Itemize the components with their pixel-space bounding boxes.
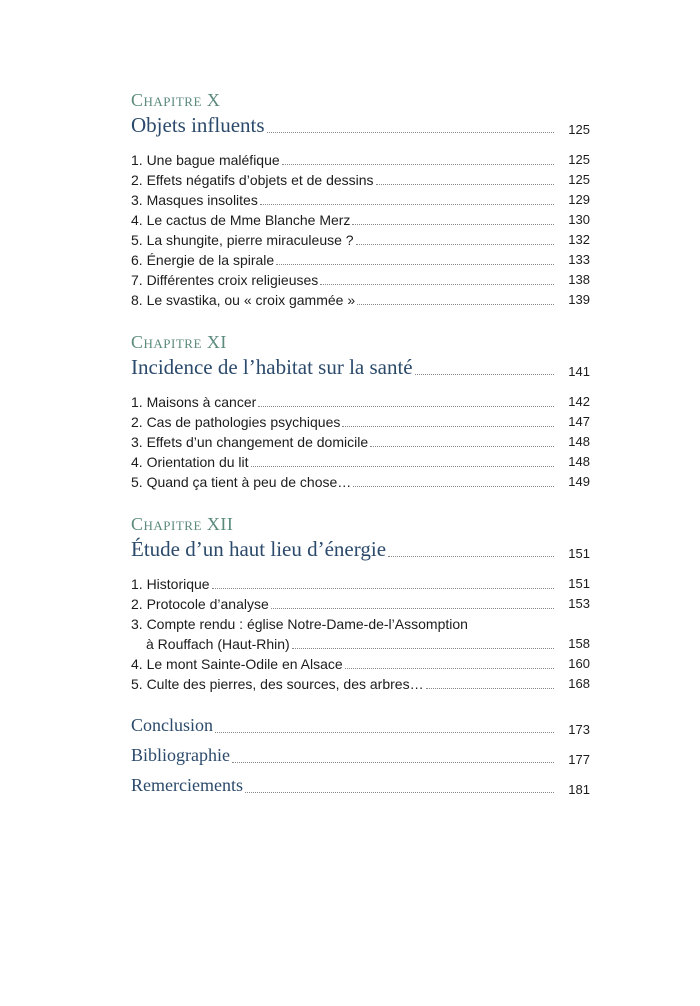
toc-entry: 2. Effets négatifs d’objets et de dessins 125: [131, 172, 590, 188]
page-number: 177: [568, 752, 590, 767]
page-number: 181: [568, 782, 590, 797]
dot-leader: [352, 224, 554, 225]
toc-entry: 4. Orientation du lit 148: [131, 454, 590, 470]
dot-leader: [376, 184, 554, 185]
dot-leader: [260, 204, 554, 205]
dot-leader: [320, 284, 554, 285]
back-matter-row: [131, 770, 590, 800]
toc-entry: 7. Différentes croix religieuses 138: [131, 272, 590, 288]
toc-entry: 3. Masques insolites 129: [131, 192, 590, 208]
dot-leader: [276, 264, 554, 265]
chapter-title: Incidence de l’habitat sur la santé: [131, 355, 413, 379]
toc-entry: 3. Effets d’un changement de domicile 148: [131, 434, 590, 450]
back-matter-title: Bibliographie: [131, 745, 230, 765]
toc-entry: à Rouffach (Haut-Rhin) 158: [146, 636, 590, 652]
dot-leader: [370, 446, 554, 447]
toc-entry: 6. Énergie de la spirale 133: [131, 252, 590, 268]
chapter-label: Chapitre XII: [131, 514, 234, 534]
chapter-title-row: [131, 534, 590, 564]
toc-entry: 1. Une bague maléfique 125: [131, 152, 590, 168]
toc-entry: 2. Protocole d’analyse 153: [131, 596, 590, 612]
dot-leader: [356, 244, 554, 245]
toc-entry: 1. Maisons à cancer 142: [131, 394, 590, 410]
chapter-title-row: [131, 110, 590, 140]
dot-leader: [292, 648, 554, 649]
page-number: 125: [568, 122, 590, 137]
dot-leader: [212, 588, 554, 589]
chapter-xi: [131, 332, 590, 492]
dot-leader: [232, 762, 554, 763]
toc-entry: 8. Le svastika, ou « croix gammée » 139: [131, 292, 590, 308]
back-matter-title: Conclusion: [131, 715, 214, 735]
toc-entry: 5. Quand ça tient à peu de chose… 149: [131, 474, 590, 490]
chapter-title: Objets influents: [131, 113, 265, 137]
dot-leader: [251, 466, 554, 467]
dot-leader: [271, 608, 554, 609]
dot-leader: [353, 486, 554, 487]
chapter-x: [131, 90, 590, 310]
dot-leader: [415, 374, 554, 375]
toc-entry: 5. Culte des pierres, des sources, des arbres… 168: [131, 676, 590, 692]
chapter-title: Étude d’un haut lieu d’énergie: [131, 537, 387, 561]
chapter-label: Chapitre X: [131, 90, 221, 110]
page-number: 141: [568, 364, 590, 379]
dot-leader: [345, 668, 554, 669]
dot-leader: [267, 132, 554, 133]
toc-entry: 4. Le cactus de Mme Blanche Merz 130: [131, 212, 590, 228]
page-number: 173: [568, 722, 590, 737]
chapter-label: Chapitre XI: [131, 332, 227, 352]
chapter-title-row: [131, 352, 590, 382]
dot-leader: [426, 688, 554, 689]
dot-leader: [388, 556, 554, 557]
toc-entry: 4. Le mont Sainte-Odile en Alsace 160: [131, 656, 590, 672]
back-matter: [131, 710, 590, 800]
toc-entry: 1. Historique 151: [131, 576, 590, 592]
dot-leader: [357, 304, 554, 305]
dot-leader: [282, 164, 554, 165]
dot-leader: [245, 792, 554, 793]
toc-entry-first-line: 3. Compte rendu : église Notre-Dame-de-l’Assomption: [131, 616, 468, 632]
page-number: 151: [568, 546, 590, 561]
dot-leader: [342, 426, 554, 427]
dot-leader: [258, 406, 554, 407]
back-matter-row: [131, 710, 590, 740]
toc-entry: 2. Cas de pathologies psychiques 147: [131, 414, 590, 430]
chapter-xii: [131, 514, 590, 694]
toc-entry: 5. La shungite, pierre miraculeuse ? 132: [131, 232, 590, 248]
back-matter-row: [131, 740, 590, 770]
table-of-contents: [131, 90, 590, 800]
back-matter-title: Remerciements: [131, 775, 243, 795]
dot-leader: [215, 732, 554, 733]
